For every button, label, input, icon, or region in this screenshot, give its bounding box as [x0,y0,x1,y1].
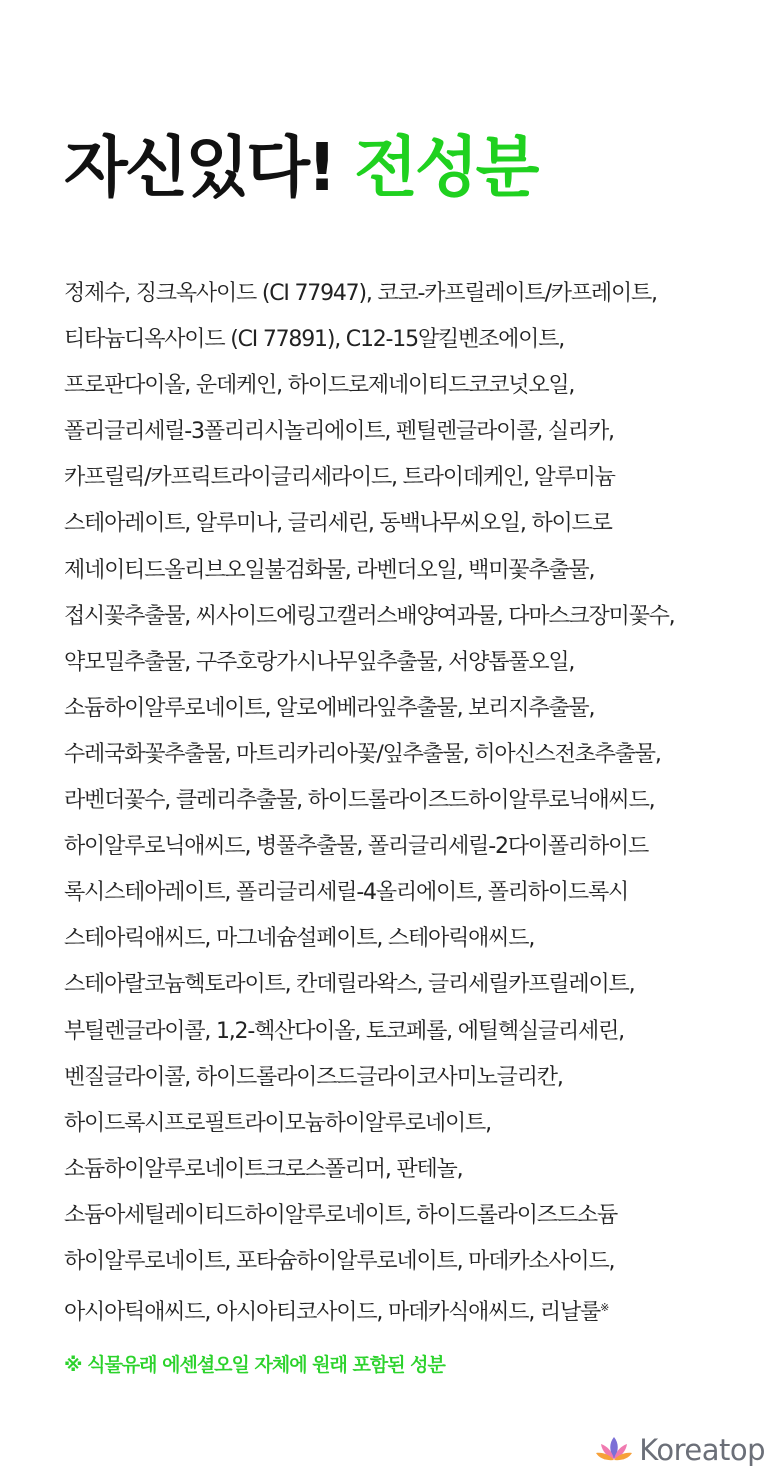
ingredient-line [64,409,754,455]
ingredient-line [64,455,754,501]
ingredient-line-text: 하이드록시프로필트라이모늄하이알루로네이트, [64,1110,491,1136]
ingredient-line [64,363,754,409]
ingredient-line-text: 폴리글리세릴-3폴리리시놀리에이트, 펜틸렌글라이콜, 실리카, [64,419,614,445]
ingredient-line [64,271,754,317]
ingredient-line-text: 프로판다이올, 운데케인, 하이드로제네이티드코코넛오일, [64,373,575,399]
ingredient-line [64,962,754,1008]
headline-full-ingredients-text: 전성분 [354,129,537,206]
ingredient-line [64,501,754,547]
footnote-essential-oil-note: ※ 식물유래 에센셜오일 자체에 원래 포함된 성분 [64,1354,445,1376]
ingredient-line [64,1147,754,1193]
ingredient-line-text: 스테아랄코늄헥토라이트, 칸데릴라왁스, 글리세릴카프릴레이트, [64,972,635,998]
ingredient-line-text: 부틸렌글라이콜, 1,2-헥산다이올, 토코페롤, 에틸헥실글리세린, [64,1018,624,1044]
ingredient-line-text: 하이알루로닉애씨드, 병풀추출물, 폴리글리세릴-2다이폴리하이드 [64,834,649,860]
ingredient-line-text: 소듐하이알루로네이트, 알로에베라잎추출물, 보리지추출물, [64,695,595,721]
page-headline [64,118,536,218]
ingredient-line [64,640,754,686]
ingredient-line [64,778,754,824]
ingredient-line-text: 접시꽃추출물, 씨사이드에링고캘러스배양여과물, 다마스크장미꽃수, [64,603,675,629]
lotus-icon [595,1435,633,1465]
ingredient-line-text: 하이알루로네이트, 포타슘하이알루로네이트, 마데카소사이드, [64,1248,615,1274]
ingredient-line-text: 제네이티드올리브오일불검화물, 라벤더오일, 백미꽃추출물, [64,557,595,583]
headline-confident-text: 자신있다! [64,129,335,206]
ingredient-line [64,1285,754,1331]
ingredient-line-text: 소듐아세틸레이티드하이알루로네이트, 하이드롤라이즈드소듐 [64,1202,617,1228]
ingredient-line [64,1009,754,1055]
ingredient-line [64,1101,754,1147]
ingredient-line-text: 정제수, 징크옥사이드 (CI 77947), 코코-카프릴레이트/카프레이트, [64,281,657,306]
ingredient-line [64,548,754,594]
ingredient-line-text: 수레국화꽃추출물, 마트리카리아꽃/잎추출물, 히아신스전초추출물, [64,741,661,767]
ingredient-line-text: 약모밀추출물, 구주호랑가시나무잎추출물, 서양톱풀오일, [64,649,575,675]
ingredient-line-text: 티타늄디옥사이드 (CI 77891), C12-15알킬벤조에이트, [64,327,565,353]
ingredient-list [64,271,754,1331]
ingredient-line-text: 스테아레이트, 알루미나, 글리세린, 동백나무씨오일, 하이드로 [64,511,612,537]
ingredient-line [64,916,754,962]
ingredient-line [64,1055,754,1101]
ingredient-line-text: 소듐하이알루로네이트크로스폴리머, 판테놀, [64,1156,463,1182]
ingredient-line [64,686,754,732]
ingredient-line-text: 록시스테아레이트, 폴리글리세릴-4올리에이트, 폴리하이드록시 [64,880,629,906]
ingredient-line [64,1193,754,1239]
brand-name: Koreatop [639,1433,765,1467]
essential-oil-marker: ※ [600,1301,610,1315]
ingredient-line-text: 라벤더꽃수, 클레리추출물, 하이드롤라이즈드하이알루로닉애씨드, [64,788,655,814]
ingredient-line-text: 아시아틱애씨드, 아시아티코사이드, 마데카식애씨드, 리날룰 [64,1300,601,1326]
ingredient-line-text: 스테아릭애씨드, 마그네슘설페이트, 스테아릭애씨드, [64,926,535,952]
ingredient-line [64,1239,754,1285]
ingredient-line-text: 카프릴릭/카프릭트라이글리세라이드, 트라이데케인, 알루미늄 [64,465,615,491]
ingredient-line [64,824,754,870]
ingredient-line [64,317,754,363]
ingredient-line-text: 벤질글라이콜, 하이드롤라이즈드글라이코사미노글리칸, [64,1064,563,1090]
ingredient-line [64,732,754,778]
ingredient-line [64,870,754,916]
ingredient-line [64,594,754,640]
brand-watermark [595,1430,765,1470]
